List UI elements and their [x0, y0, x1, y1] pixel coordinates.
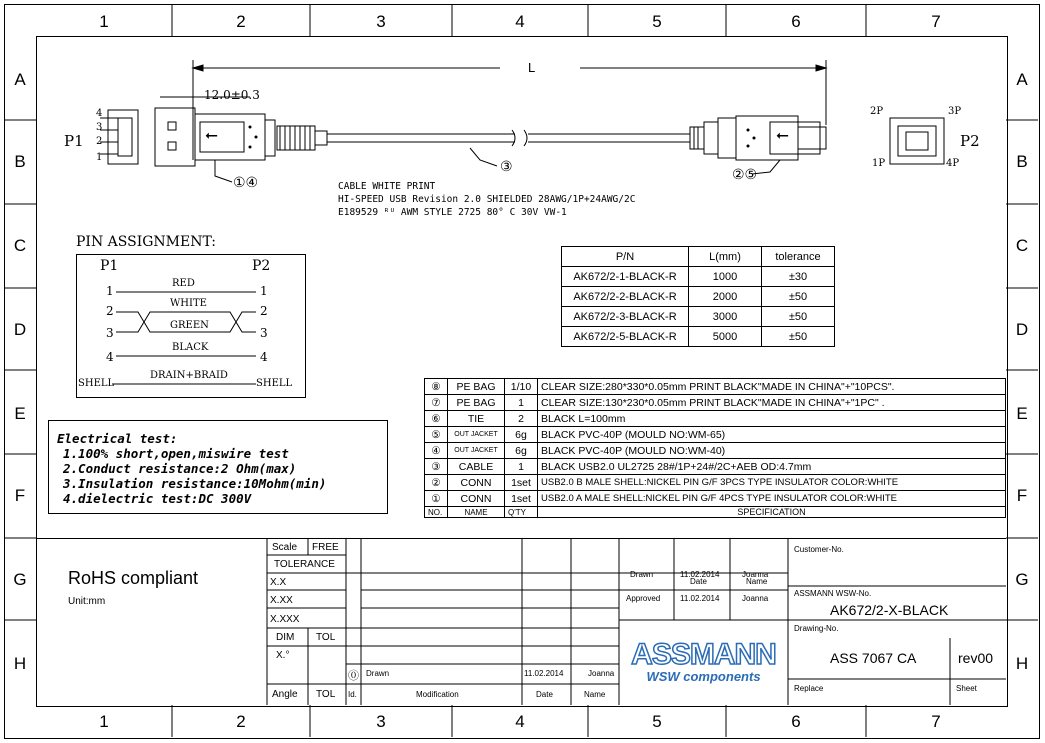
- electrical-test-line: 4.dielectric test:DC 300V: [63, 491, 252, 506]
- p2-label: P2: [960, 132, 980, 150]
- tb-sheet: Sheet: [956, 684, 977, 693]
- pa-right-3: 3: [260, 326, 268, 340]
- col-label: 5: [652, 12, 662, 31]
- unit-text: Unit:mm: [68, 596, 106, 607]
- spec-cell: BLACK USB2.0 UL2725 28#/1P+24#/2C+AEB OD:4.7mm: [538, 459, 1006, 475]
- tb-customer-no: Customer-No.: [794, 545, 844, 554]
- tb-drawing-no-label: Drawing-No.: [794, 624, 839, 633]
- qty-cell: 1: [505, 395, 538, 411]
- no-cell: ②: [425, 475, 448, 491]
- tb-rev-no: ⓪: [348, 670, 359, 682]
- pa-shell-right: SHELL: [256, 378, 293, 389]
- name-cell: CONN: [448, 475, 505, 491]
- tb-assmann-no: AK672/2-X-BLACK: [830, 602, 949, 618]
- no-cell: ④: [425, 443, 448, 459]
- callout-14: ①④: [233, 174, 259, 190]
- rohs-text: RoHS compliant: [68, 568, 199, 588]
- table-header: tolerance: [762, 247, 835, 267]
- tb-date: Date: [536, 690, 553, 699]
- tb-dim: DIM: [276, 632, 295, 643]
- no-cell: ③: [425, 459, 448, 475]
- tb-tol: TOL: [316, 632, 336, 643]
- tb-scale: Scale: [272, 542, 298, 553]
- qty-cell: 1/10: [505, 379, 538, 395]
- length-cell: 3000: [689, 307, 762, 327]
- row-label: D: [13, 320, 27, 339]
- electrical-test-title: Electrical test:: [57, 431, 178, 446]
- table-header: L(mm): [689, 247, 762, 267]
- p2-pin: 2P: [870, 106, 884, 117]
- row-label: C: [13, 236, 27, 255]
- footer-cell: NO.: [425, 507, 448, 518]
- col-label: 4: [515, 12, 525, 31]
- spec-cell: USB2.0 A MALE SHELL:NICKEL PIN G/F 4PCS TYPE INSULATOR COLOR:WHITE: [538, 491, 1006, 507]
- tb-drawn-name: Joanna: [742, 570, 769, 579]
- spec-cell: USB2.0 B MALE SHELL:NICKEL PIN G/F 3PCS TYPE INSULATOR COLOR:WHITE: [538, 475, 1006, 491]
- no-cell: ⑤: [425, 427, 448, 443]
- row-label: A: [1016, 70, 1028, 89]
- tb-approved-name: Joanna: [742, 594, 769, 603]
- col-label: 3: [376, 712, 386, 731]
- dim-12: 12.0±0.3: [204, 88, 260, 102]
- pa-left-4: 4: [106, 350, 114, 364]
- pa-left-2: 2: [106, 304, 114, 318]
- name-cell: CABLE: [448, 459, 505, 475]
- row-label: H: [1015, 654, 1029, 673]
- logo-bottom-text: WSW components: [646, 669, 761, 684]
- row-label: G: [1015, 570, 1029, 589]
- tb-deg: X.°: [276, 650, 290, 661]
- row-label: F: [14, 486, 26, 505]
- col-label: 1: [99, 712, 109, 731]
- tb-drawing-no: ASS 7067 CA: [830, 650, 917, 666]
- row-label: D: [1015, 320, 1029, 339]
- length-cell: 5000: [689, 327, 762, 347]
- spec-cell: BLACK L=100mm: [538, 411, 1006, 427]
- pa-label-1: RED: [172, 278, 195, 289]
- pa-right-4: 4: [260, 350, 268, 364]
- pin-assignment-title: PIN ASSIGNMENT:: [76, 234, 217, 250]
- spec-cell: BLACK PVC-40P (MOULD NO:WM-40): [538, 443, 1006, 459]
- tb-assmann-no-label: ASSMANN WSW-No.: [794, 589, 872, 598]
- pa-shell-left: SHELL: [78, 378, 115, 389]
- pa-label-2: WHITE: [170, 298, 207, 309]
- col-label: 2: [236, 12, 246, 31]
- row-label: G: [13, 570, 27, 589]
- qty-cell: 1set: [505, 491, 538, 507]
- pa-right-2: 2: [260, 304, 268, 318]
- p1-pin: 3: [96, 122, 103, 133]
- length-cell: 2000: [689, 287, 762, 307]
- electrical-test-line: 3.Insulation resistance:10Mohm(min): [63, 476, 327, 491]
- pn-cell: AK672/2-2-BLACK-R: [562, 287, 689, 307]
- pn-cell: AK672/2-3-BLACK-R: [562, 307, 689, 327]
- qty-cell: 6g: [505, 443, 538, 459]
- tb-tol-row: X.XXX: [270, 614, 300, 625]
- tb-tol-row: X.X: [270, 577, 287, 588]
- name-cell: TIE: [448, 411, 505, 427]
- cable-print-line: CABLE WHITE PRINT: [338, 181, 436, 192]
- pa-right-1: 1: [260, 284, 268, 298]
- no-cell: ⑧: [425, 379, 448, 395]
- tb-date-hdr: Date: [690, 577, 707, 586]
- tol-cell: ±50: [762, 307, 835, 327]
- usb-symbol-b: ⭠: [776, 125, 789, 144]
- tb-approved: Approved: [626, 594, 661, 603]
- tb-replace: Replace: [794, 684, 824, 693]
- p1-pin: 2: [96, 136, 103, 147]
- pa-left-1: 1: [106, 284, 114, 298]
- spec-cell: CLEAR SIZE:280*330*0.05mm PRINT BLACK"MADE IN CHINA"+"10PCS".: [538, 379, 1006, 395]
- p1-pin: 4: [96, 108, 103, 119]
- length-cell: 1000: [689, 267, 762, 287]
- tb-tolerance: TOLERANCE: [274, 559, 335, 570]
- tb-approved-date: 11.02.2014: [680, 594, 720, 603]
- pn-cell: AK672/2-5-BLACK-R: [562, 327, 689, 347]
- col-label: 1: [99, 12, 109, 31]
- col-label: 3: [376, 12, 386, 31]
- electrical-test-line: 2.Conduct resistance:2 Ohm(max): [63, 461, 297, 476]
- tb-modification: Modification: [416, 690, 459, 699]
- tb-rev-date: 11.02.2014: [524, 669, 564, 678]
- tb-id: Id.: [348, 690, 357, 699]
- assmann-logo: [621, 640, 786, 686]
- no-cell: ⑥: [425, 411, 448, 427]
- pn-cell: AK672/2-1-BLACK-R: [562, 267, 689, 287]
- cable-print-line: HI-SPEED USB Revision 2.0 SHIELDED 28AWG/1P+24AWG/2C: [338, 194, 636, 205]
- qty-cell: 1: [505, 459, 538, 475]
- row-label: A: [14, 70, 26, 89]
- dim-L: L: [528, 60, 536, 75]
- name-cell: PE BAG: [448, 379, 505, 395]
- row-label: E: [14, 404, 26, 423]
- col-label: 2: [236, 712, 246, 731]
- name-cell: OUT JACKET: [448, 443, 505, 459]
- tb-name-hdr: Name: [746, 577, 768, 586]
- spec-cell: BLACK PVC-40P (MOULD NO:WM-65): [538, 427, 1006, 443]
- p1-label: P1: [64, 132, 84, 150]
- pa-label-4: BLACK: [172, 342, 209, 353]
- qty-cell: 2: [505, 411, 538, 427]
- tb-rev: rev00: [958, 650, 994, 666]
- p1-pin: 1: [96, 152, 103, 163]
- row-label: C: [1015, 236, 1029, 255]
- cable-print-line: E189529 ᴿᵁ AWM STYLE 2725 80° C 30V VW-1: [338, 207, 567, 218]
- col-label: 7: [931, 712, 941, 731]
- footer-cell: NAME: [448, 507, 505, 518]
- qty-cell: 1set: [505, 475, 538, 491]
- name-cell: OUT JACKET: [448, 427, 505, 443]
- tb-tol2: TOL: [316, 689, 336, 700]
- pa-p2: P2: [252, 258, 271, 274]
- name-cell: CONN: [448, 491, 505, 507]
- tb-drawn: Drawn: [630, 570, 654, 579]
- callout-3: ③: [500, 158, 513, 174]
- col-label: 5: [652, 712, 662, 731]
- col-label: 6: [791, 712, 801, 731]
- tol-cell: ±50: [762, 327, 835, 347]
- p2-pin: 3P: [948, 106, 962, 117]
- row-label: H: [13, 654, 27, 673]
- tb-tol-row: X.XX: [270, 595, 293, 606]
- logo-top-text: ASSMANN: [631, 638, 776, 671]
- spec-cell: CLEAR SIZE:130*230*0.05mm PRINT BLACK"MADE IN CHINA"+"1PC" .: [538, 395, 1006, 411]
- tb-name: Name: [584, 690, 606, 699]
- footer-cell: Q'TY: [505, 507, 538, 518]
- electrical-test-line: 1.100% short,open,miswire test: [63, 446, 289, 461]
- p2-pin: 4P: [946, 158, 960, 169]
- tol-cell: ±50: [762, 287, 835, 307]
- col-label: 7: [931, 12, 941, 31]
- col-label: 4: [515, 712, 525, 731]
- row-label: B: [1016, 152, 1028, 171]
- p2-pin: 1P: [872, 158, 886, 169]
- callout-25: ②⑤: [732, 166, 758, 182]
- tb-drawn-date: 11.02.2014: [680, 570, 720, 579]
- col-label: 6: [791, 12, 801, 31]
- pa-label-3: GREEN: [170, 320, 209, 331]
- row-label: B: [14, 152, 26, 171]
- row-label: F: [1016, 486, 1028, 505]
- tb-angle: Angle: [272, 689, 298, 700]
- row-label: E: [1016, 404, 1028, 423]
- footer-cell: SPECIFICATION: [538, 507, 1006, 518]
- qty-cell: 6g: [505, 427, 538, 443]
- tb-rev-drawn: Drawn: [366, 669, 390, 678]
- tb-scale-val: FREE: [312, 542, 339, 553]
- pa-left-3: 3: [106, 326, 114, 340]
- tb-rev-name: Joanna: [588, 669, 615, 678]
- pa-p1: P1: [100, 258, 119, 274]
- no-cell: ⑦: [425, 395, 448, 411]
- name-cell: PE BAG: [448, 395, 505, 411]
- tol-cell: ±30: [762, 267, 835, 287]
- no-cell: ①: [425, 491, 448, 507]
- table-header: P/N: [562, 247, 689, 267]
- pa-shell-label: DRAIN+BRAID: [150, 370, 228, 381]
- usb-symbol-a: ⭠: [205, 125, 218, 144]
